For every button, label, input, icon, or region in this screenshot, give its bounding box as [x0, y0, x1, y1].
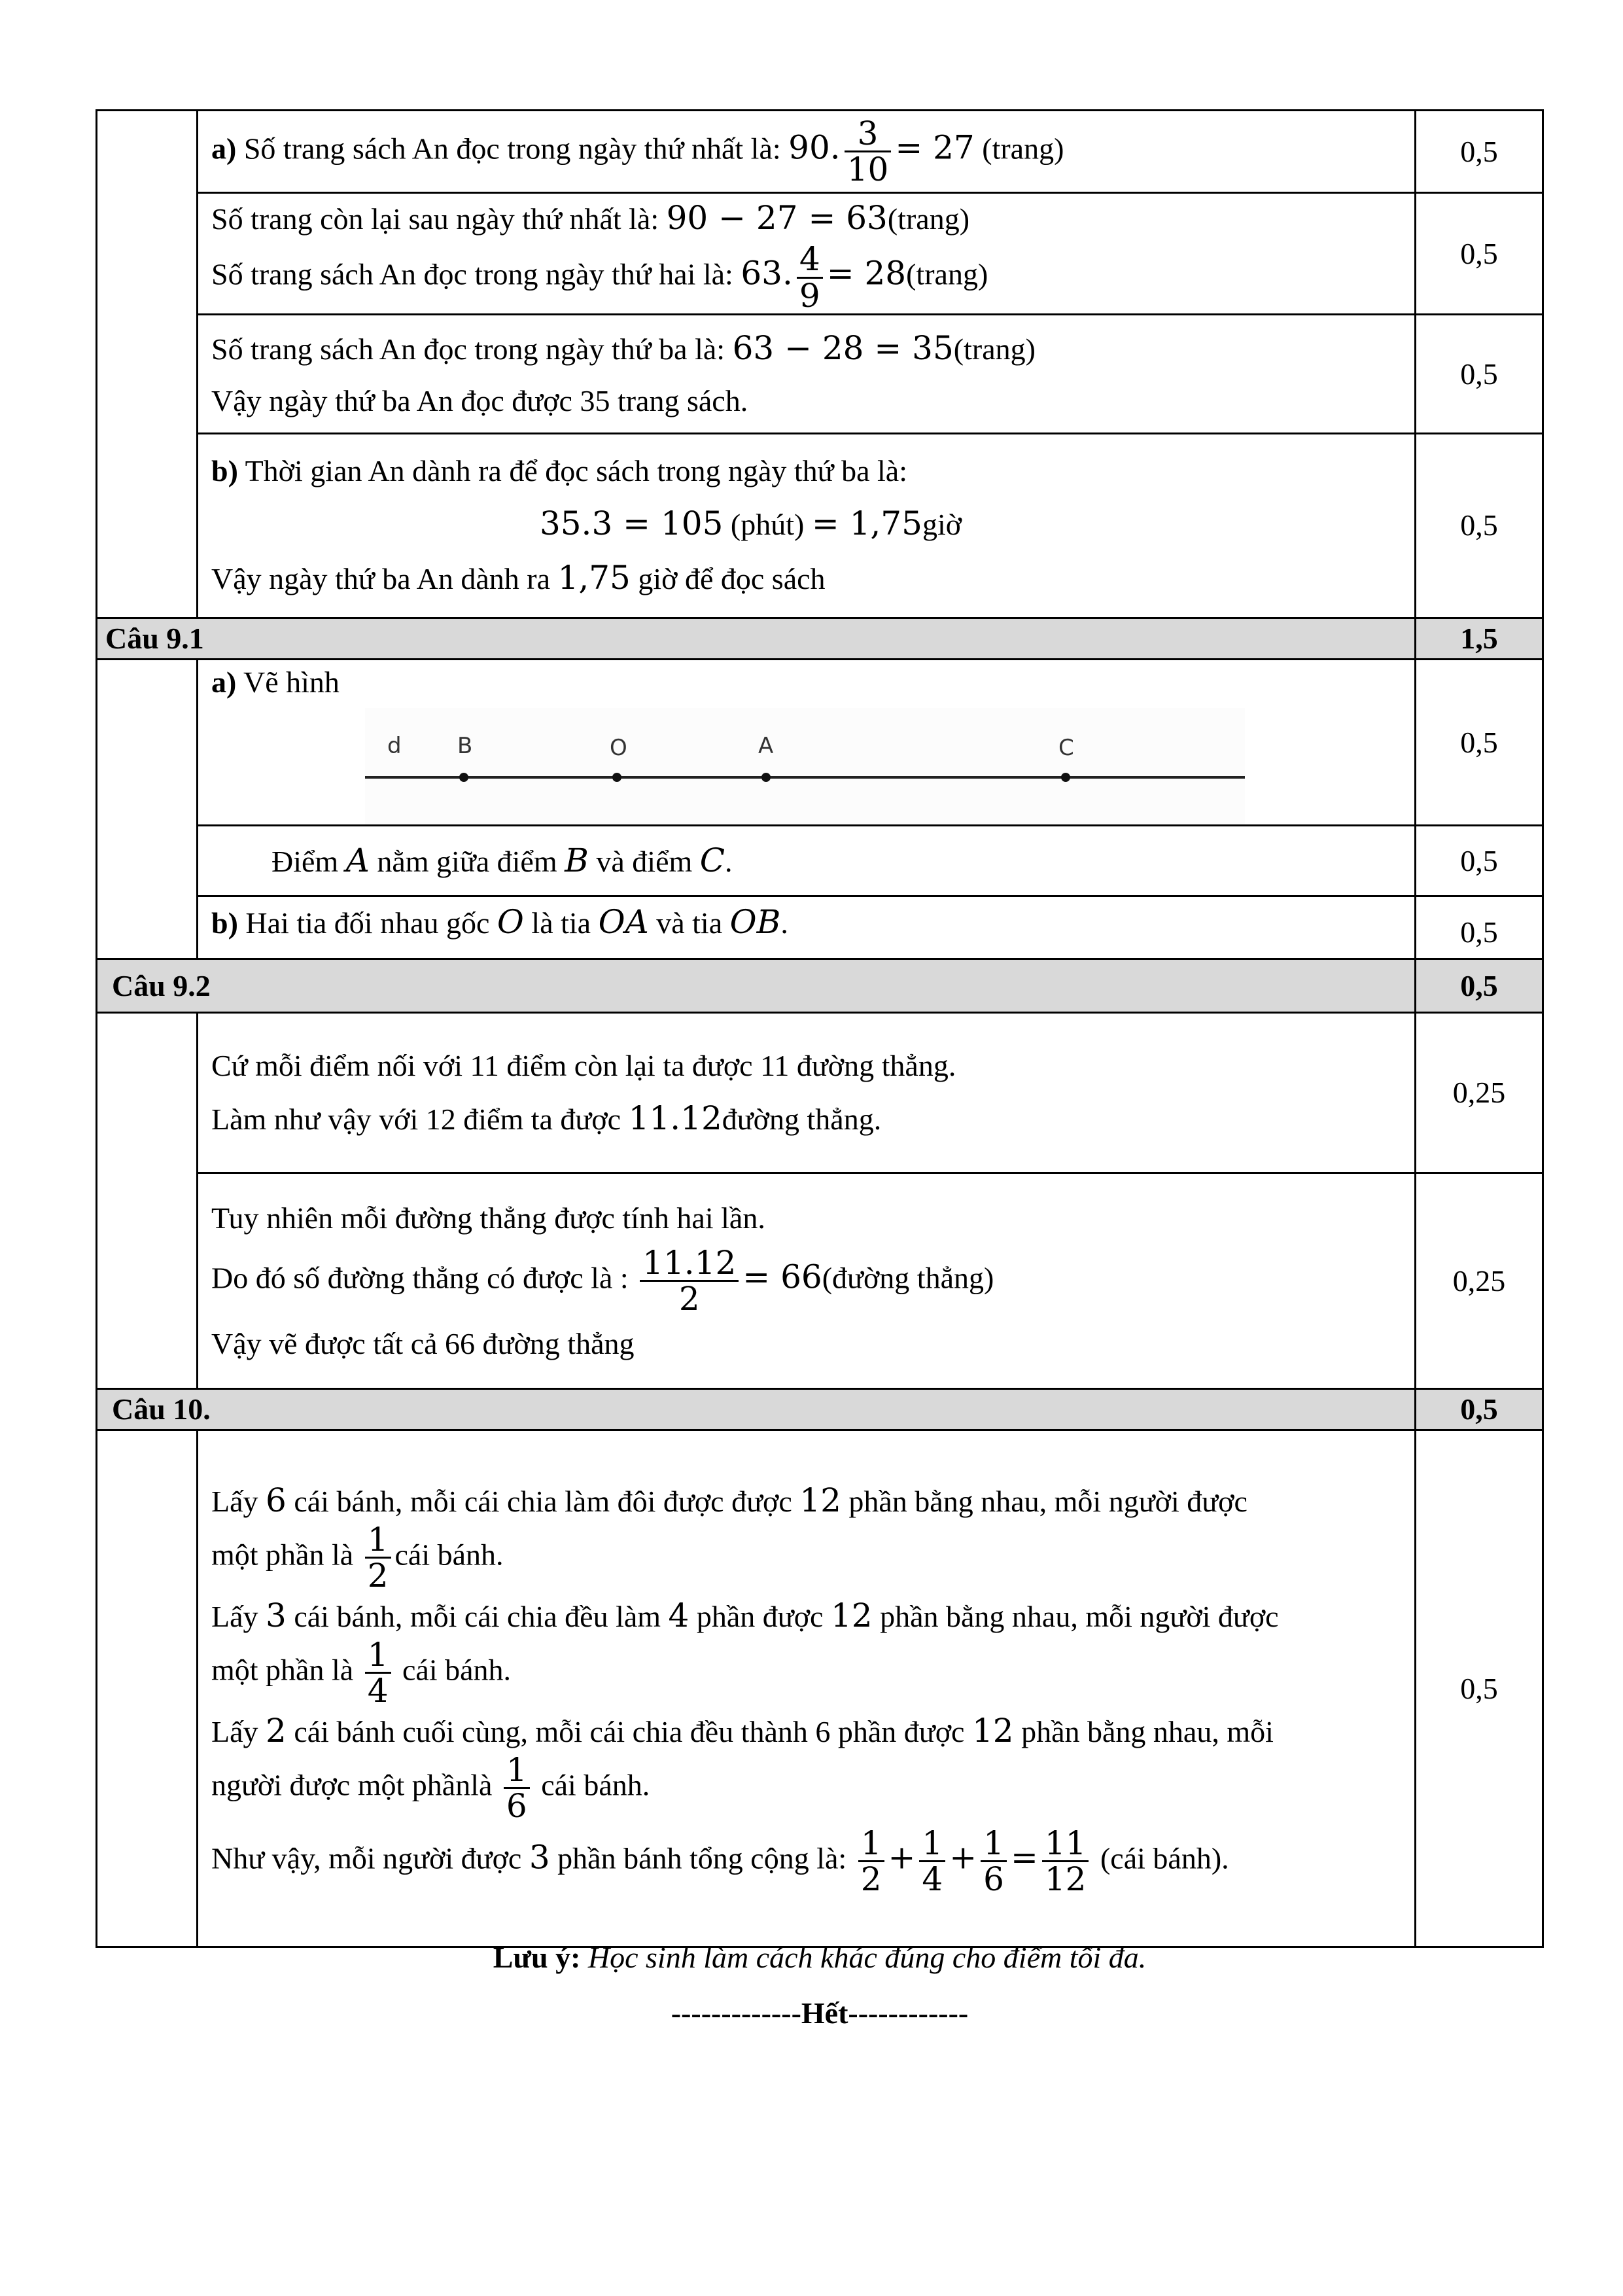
footer-note: [96, 1940, 1544, 1975]
denominator: 2: [678, 1280, 700, 1318]
unit: (trang): [887, 202, 970, 236]
number: 12: [799, 1481, 841, 1519]
answer-text: và điểm: [596, 845, 693, 879]
numerator: 4: [797, 242, 823, 279]
ray-name: OA: [598, 903, 649, 942]
answer-cell: Lấy 6 cái bánh, mỗi cái chia làm đôi được được 12 phần bằng nhau, mỗi người được một phần là $\frac{1}{2}$ cái bánh. Lấy 3 cái bánh, mỗi cái chia đều làm 4 phần được 12 phần bằng nhau, mỗi người được một phần là $\frac{1}{4}$ cái bánh. Lấy 2 cái bánh cuối cùng, mỗi cái chia đều thành 6 phần được 12 phần bằng nhau, mỗi người được một phầnlà $\frac{1}{6}$ cái bánh. Như vậy, mỗi người được 3 phần bánh tổng cộng là: $\frac{1}{2}$ + $\frac{1}{4}$ + $\frac{1}{6}$ = $\frac{11}{12}$ (cái bánh).: [198, 1430, 1416, 1947]
label-o: O: [610, 735, 627, 762]
question-number-cell: [97, 111, 198, 618]
answer-cell: [198, 826, 1416, 896]
number: 12: [830, 1596, 873, 1634]
label-b: B: [457, 733, 473, 760]
table-row: [97, 1173, 1543, 1389]
geometry-figure: [365, 708, 1245, 824]
answer-cell: [198, 896, 1416, 959]
table-row: [97, 193, 1543, 315]
fraction: [845, 116, 892, 187]
table-row: [97, 111, 1543, 193]
number: 3: [529, 1838, 550, 1877]
question-total-points: 1,5: [1416, 618, 1543, 659]
answer-text: là tia: [531, 906, 591, 940]
question-header: Câu 9.1: [97, 618, 1416, 659]
answer-text: Làm như vậy với 12 điểm ta được: [211, 1102, 621, 1136]
point-b-dot: [459, 773, 468, 782]
numerator: 1: [981, 1826, 1007, 1863]
punctuation: .: [780, 906, 788, 940]
label-c: C: [1058, 735, 1074, 762]
answer-text: cái bánh, mỗi cái chia đều làm: [294, 1599, 661, 1633]
answer-text: cái bánh.: [394, 1538, 504, 1572]
unit: (phút): [730, 508, 805, 542]
table-row: [97, 1430, 1543, 1947]
numerator: 11: [1042, 1826, 1089, 1863]
part-label: a): [211, 132, 237, 166]
points-cell: 0,5: [1416, 433, 1543, 618]
numerator: 1: [919, 1826, 945, 1863]
answer-cell: [198, 315, 1416, 434]
ray-name: OB: [729, 903, 781, 942]
numerator: 1: [365, 1638, 391, 1674]
number: 2: [266, 1711, 287, 1750]
part-label: b): [211, 454, 238, 488]
answer-cell: [198, 1173, 1416, 1389]
numerator: 1: [365, 1523, 391, 1559]
point-name: A: [345, 841, 370, 880]
table-row: [97, 826, 1543, 896]
math-value: 1,75: [557, 559, 631, 597]
part-label: b): [211, 906, 238, 940]
unit: (trang): [982, 132, 1064, 166]
answer-text: giờ để đọc sách: [638, 562, 826, 596]
answer-text: Số trang sách An đọc trong ngày thứ ba là:: [211, 332, 725, 366]
answer-text: cái bánh.: [541, 1768, 650, 1802]
denominator: 4: [367, 1672, 389, 1710]
answer-text: (cái bánh).: [1100, 1841, 1229, 1875]
table-row: [97, 659, 1543, 826]
note-label: Lưu ý:: [493, 1941, 581, 1974]
answer-text: Lấy: [211, 1599, 258, 1633]
points-cell: 0,5: [1416, 193, 1543, 315]
answer-text: Số trang còn lại sau ngày thứ nhất là:: [211, 202, 659, 236]
answer-text: Như vậy, mỗi người được: [211, 1841, 522, 1875]
point-a-dot: [761, 773, 771, 782]
answer-text: phần bằng nhau, mỗi người được: [880, 1599, 1279, 1633]
fraction: [858, 1826, 884, 1897]
number: 3: [266, 1596, 287, 1634]
point-name: C: [699, 841, 725, 880]
question-header-row: [97, 618, 1543, 659]
answer-text: Số trang sách An đọc trong ngày thứ nhất là:: [243, 132, 781, 166]
answer-text: Lấy: [211, 1484, 258, 1518]
math-expression: 35.3 = 105: [539, 504, 724, 543]
answer-text: Vậy vẽ được tất cả 66 đường thẳng: [211, 1326, 635, 1360]
table-row: [97, 896, 1543, 959]
denominator: 12: [1044, 1860, 1087, 1899]
line-diagram: [365, 708, 1245, 824]
denominator: 2: [367, 1557, 389, 1595]
answer-key-sheet: [96, 109, 1544, 1948]
denominator: 6: [506, 1787, 527, 1826]
unit: (đường thẳng): [822, 1261, 994, 1295]
answer-text: đường thẳng.: [722, 1102, 882, 1136]
fraction: [797, 242, 823, 313]
question-header-row: [97, 1389, 1543, 1430]
question-total-points: 0,5: [1416, 1389, 1543, 1430]
fraction: [1042, 1826, 1089, 1897]
end-marker: -------------Hết------------: [671, 1996, 969, 2030]
answer-text: nằm giữa điểm: [377, 845, 557, 879]
part-label: a): [211, 665, 237, 699]
note-text: Học sinh làm cách khác đúng cho điểm tối đa.: [587, 1941, 1147, 1974]
denominator: 2: [860, 1860, 882, 1899]
answer-text: và tia: [656, 906, 723, 940]
points-cell: 0,5: [1416, 659, 1543, 826]
question-number-cell: [97, 659, 198, 959]
label-d: d: [387, 733, 402, 760]
points-cell: 0,5: [1416, 111, 1543, 193]
answer-text: Hai tia đối nhau gốc: [245, 906, 490, 940]
math-result: = 27: [895, 128, 975, 167]
answer-text: Số trang sách An đọc trong ngày thứ hai là:: [211, 257, 733, 291]
point-name: O: [497, 903, 524, 942]
unit: giờ: [922, 508, 962, 542]
answer-text: Vậy ngày thứ ba An dành ra: [211, 562, 551, 596]
question-number-cell: [97, 1430, 198, 1947]
label-a: A: [758, 733, 774, 760]
answer-text: phần bằng nhau, mỗi: [1021, 1714, 1274, 1748]
answer-text: người được một phầnlà: [211, 1768, 493, 1802]
question-header-row: [97, 959, 1543, 1013]
answer-cell: [198, 659, 1416, 826]
answer-text: Cứ mỗi điểm nối với 11 điểm còn lại ta được 11 đường thẳng.: [211, 1048, 956, 1082]
answer-text: cái bánh.: [402, 1653, 512, 1687]
fraction: [919, 1826, 945, 1897]
point-c-dot: [1061, 773, 1070, 782]
question-header: Câu 10.: [97, 1389, 1416, 1430]
number: 12: [971, 1711, 1014, 1750]
punctuation: .: [725, 845, 733, 879]
answer-text: cái bánh, mỗi cái chia làm đôi được được: [294, 1484, 792, 1518]
math-expression: 63.: [741, 254, 793, 292]
answer-cell: [198, 433, 1416, 618]
answer-text: Vậy ngày thứ ba An đọc được 35 trang sách.: [211, 384, 748, 417]
answer-cell: [198, 1013, 1416, 1173]
points-cell: 0,5: [1416, 826, 1543, 896]
answer-text: Thời gian An dành ra để đọc sách trong ngày thứ ba là:: [245, 454, 908, 488]
answer-text: Vẽ hình: [243, 665, 340, 699]
fraction: [365, 1635, 391, 1710]
fraction: [981, 1826, 1007, 1897]
answer-text: Điểm: [271, 845, 339, 879]
table-row: [97, 1013, 1543, 1173]
answer-cell: [198, 193, 1416, 315]
denominator: 9: [799, 276, 820, 315]
answer-cell: [198, 111, 1416, 193]
answer-text: Do đó số đường thẳng có được là :: [211, 1261, 629, 1295]
answer-text: phần bằng nhau, mỗi người được: [848, 1484, 1248, 1518]
answer-text: một phần là: [211, 1653, 354, 1687]
denominator: 4: [922, 1860, 943, 1899]
table-row: [97, 433, 1543, 618]
point-name: B: [565, 841, 589, 880]
numerator: 1: [858, 1826, 884, 1863]
points-cell: 0,5: [1416, 315, 1543, 434]
unit: (trang): [906, 257, 988, 291]
numerator: 11.12: [640, 1246, 739, 1282]
math-expression: 90.: [788, 128, 841, 167]
math-result: = 28: [826, 254, 907, 292]
math-expression: 90 − 27 = 63: [666, 199, 888, 237]
question-number-cell: [97, 1013, 198, 1389]
answer-text: một phần là: [211, 1538, 354, 1572]
points-cell: 0,25: [1416, 1173, 1543, 1389]
answer-text: Tuy nhiên mỗi đường thẳng được tính hai lần.: [211, 1201, 765, 1235]
numerator: 3: [845, 116, 892, 153]
answer-text: Lấy: [211, 1714, 258, 1748]
point-o-dot: [612, 773, 621, 782]
answer-table: [96, 109, 1544, 1948]
math-result: = 66: [742, 1258, 822, 1296]
question-total-points: 0,5: [1416, 959, 1543, 1013]
table-row: [97, 315, 1543, 434]
answer-text: cái bánh cuối cùng, mỗi cái chia đều thành 6 phần được: [294, 1714, 965, 1748]
fraction: [365, 1520, 391, 1595]
number: 4: [668, 1596, 689, 1634]
math-expression: 11.12: [628, 1099, 722, 1137]
answer-text: phần bánh tổng cộng là:: [557, 1841, 847, 1875]
numerator: 1: [504, 1753, 530, 1790]
number: 6: [266, 1481, 287, 1519]
denominator: 6: [983, 1860, 1004, 1899]
points-cell: 0,5: [1416, 896, 1543, 959]
points-cell: 0,25: [1416, 1013, 1543, 1173]
denominator: 10: [846, 150, 889, 188]
unit: (trang): [953, 332, 1036, 366]
answer-text: phần được: [696, 1599, 824, 1633]
points-cell: 0,5: [1416, 1430, 1543, 1947]
question-header: Câu 9.2: [97, 959, 1416, 1013]
math-result: = 1,75: [811, 504, 922, 543]
math-expression: 63 − 28 = 35: [732, 329, 954, 367]
fraction: [504, 1750, 530, 1826]
fraction: [640, 1243, 739, 1318]
